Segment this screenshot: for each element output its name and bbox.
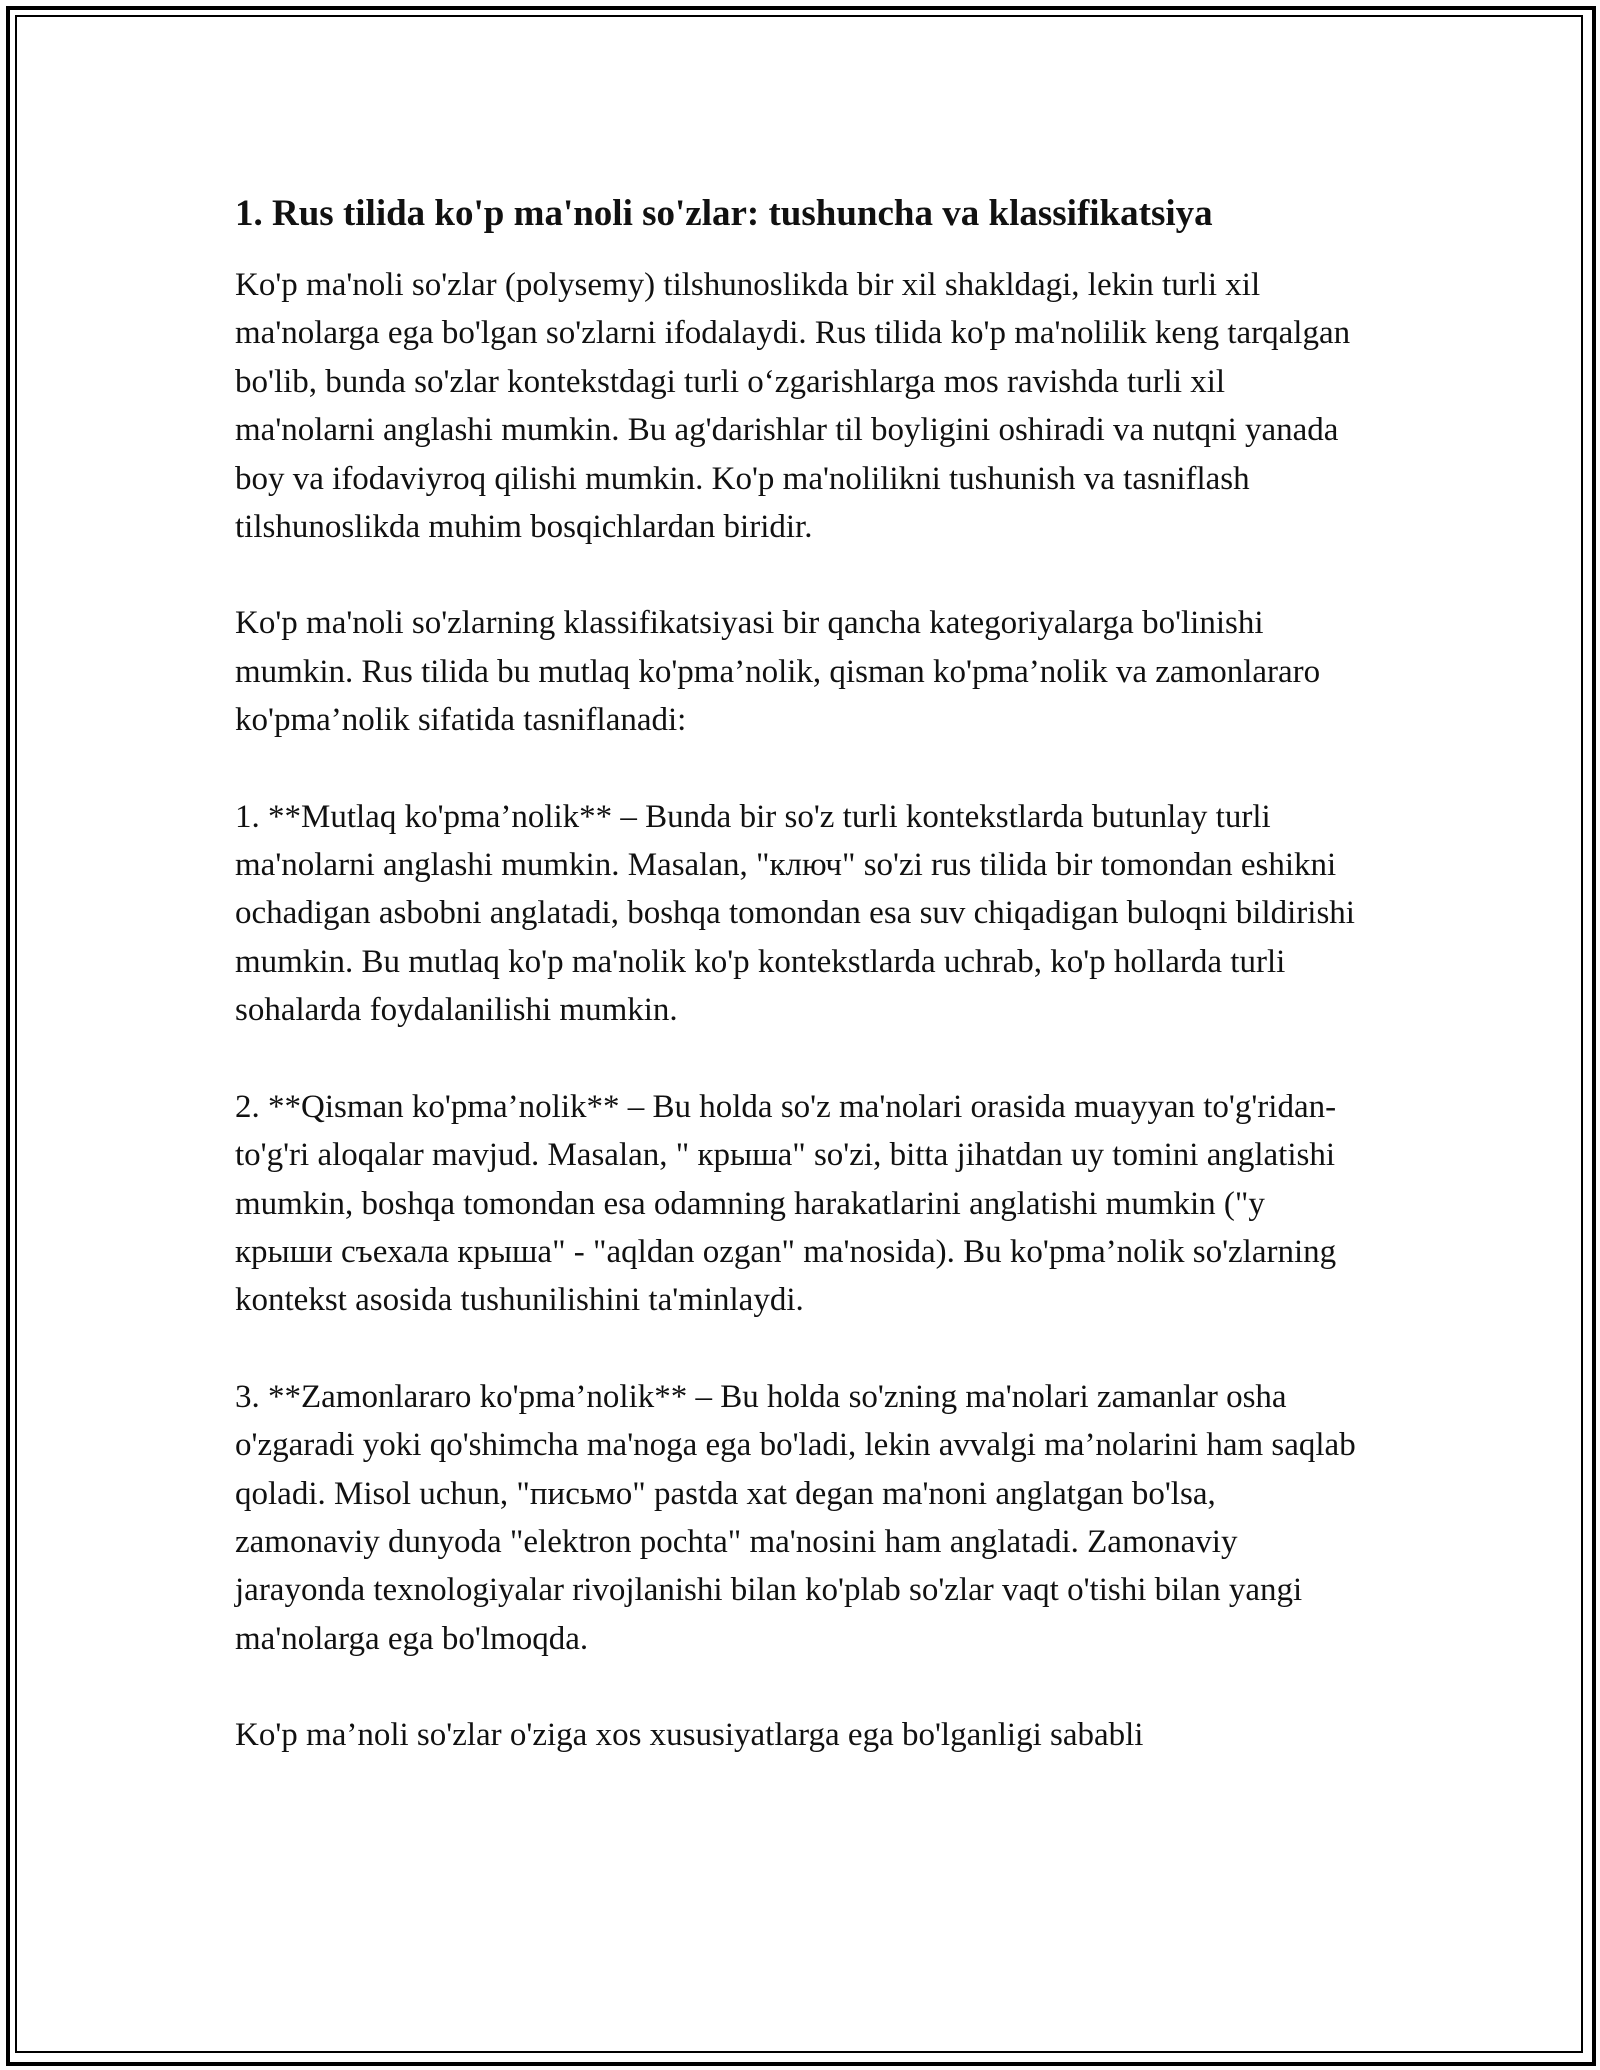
paragraph-partial-polysemy: 2. **Qisman ko'pma’nolik** – Bu holda so'z ma'nolari orasida muayyan to'g'ridan-to'g'ri aloqalar mavjud. Masalan, " крыша" so'zi, bitta jihatdan uy tomini anglatishi mumkin, boshqa tomondan esa odamning harakatlarini anglatishi mumkin ("у крыши съехала крыша" - "aqldan ozgan" ma'nosida). Bu ko'pma’nolik so'zlarning kontekst asosida tushunilishini ta'minlaydi. — [235, 1088, 1337, 1319]
paragraph-conclusion: Ko'p ma’noli so'zlar o'ziga xos xususiyatlarga ega bo'lganligi sababli — [235, 1717, 1144, 1754]
paragraph-absolute-polysemy: 1. **Mutlaq ko'pma’nolik** – Bunda bir so'z turli kontekstlarda butunlay turli ma'nolarni anglashi mumkin. Masalan, "ключ" so'zi rus tilida bir tomondan eshikni ochadigan asbobni anglatadi, boshqa tomondan esa suv chiqadigan buloqni bildirishi mumkin. Bu mutlaq ko'p ma'nolik ko'p kontekstlarda uchrab, ko'p hollarda turli sohalarda foydalanilishi mumkin. — [235, 798, 1355, 1029]
paragraph-diachronic-polysemy: 3. **Zamonlararo ko'pma’nolik** – Bu holda so'zning ma'nolari zamanlar osha o'zgaradi yoki qo'shimcha ma'noga ega bo'ladi, lekin avvalgi ma’nolarini ham saqlab qoladi. Misol uchun, "письмо" pastda xat degan ma'noni anglatgan bo'lsa, zamonaviy dunyoda "elektron pochta" ma'nosini ham anglatadi. Zamonaviy jarayonda texnologiyalar rivojlanishi bilan ko'plab so'zlar vaqt o'tishi bilan yangi ma'nolarga ega bo'lmoqda. — [235, 1378, 1356, 1657]
paragraph-intro: Ko'p ma'noli so'zlar (polysemy) tilshunoslikda bir xil shakldagi, lekin turli xil ma'nolarga ega bo'lgan so'zlarni ifodalaydi. Rus tilida ko'p ma'nolilik keng tarqalgan bo'lib, bunda so'zlar kontekstdagi turli o‘zgarishlarga mos ravishda turli xil ma'nolarni anglashi mumkin. Bu ag'darishlar til boyligini oshiradi va nutqni yanada boy va ifodaviyroq qilishi mumkin. Ko'p ma'nolilikni tushunish va tasniflash tilshunoslikda muhim bosqichlardan biridir. — [235, 267, 1351, 546]
section-heading: 1. Rus tilida ko'p ma'noli so'zlar: tushuncha va klassifikatsiya — [235, 193, 1213, 234]
document-body — [235, 185, 1365, 1760]
paragraph-classification: Ko'p ma'noli so'zlarning klassifikatsiyasi bir qancha kategoriyalarga bo'linishi mumkin. Rus tilida bu mutlaq ko'pma’nolik, qisman ko'pma’nolik va zamonlararo ko'pma’nolik sifatida tasniflanadi: — [235, 605, 1321, 739]
